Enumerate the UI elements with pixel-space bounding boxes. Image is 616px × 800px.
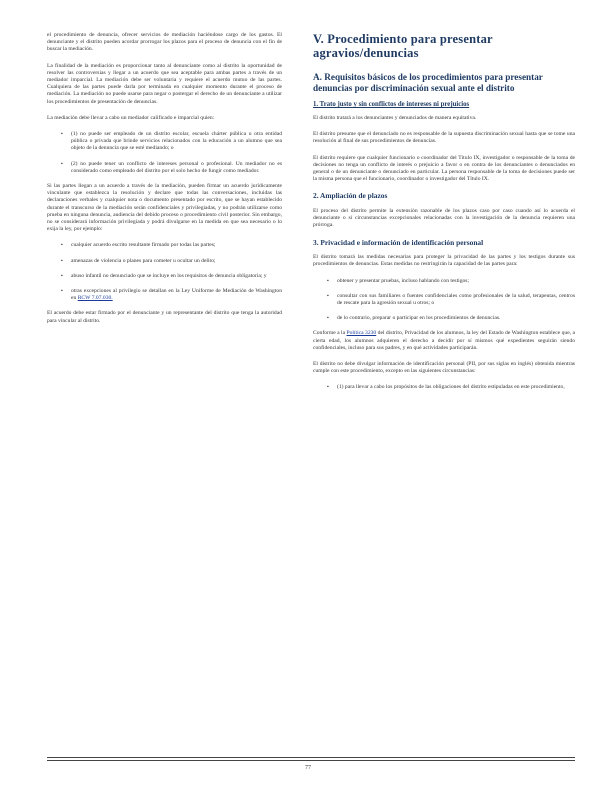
privacy-paragraph: El distrito tomará las medidas necesarias para proteger la privacidad de las partes y los testigos durante sus procedimientos de denuncias. Estas medidas no restringirán la capacidad de las partes para:	[313, 254, 575, 268]
policy-text-pre: Conforme a la	[313, 330, 347, 337]
list-item	[61, 288, 282, 302]
rcw-link[interactable]: RCW 7.07.030.	[77, 295, 113, 302]
subsection-heading-fair-treatment: 1. Trato justo y sin conflictos de intereses ni prejuicios	[313, 101, 470, 108]
bullet-icon: ▪	[61, 243, 63, 249]
bullet-icon: ▪	[327, 293, 329, 299]
list-item-text: (1) no puede ser empleado de un distrito escolar, escuela chárter pública u otra entidad pública o privada que brinde servicios relacionados con la educación a un alumno que sea objeto de la denuncia que se esté mediando; o	[71, 131, 282, 152]
list-item-text: (2) no puede tener un conflicto de intereses personal o profesional. Un mediador no es considerado como empleado del distrito por el solo hecho de fungir como mediador.	[71, 160, 282, 174]
list-item	[327, 278, 575, 285]
mediation-purpose-paragraph: La finalidad de la mediación es proporcionar tanto al denunciante como al distrito la oportunidad de resolver las controversias y llegar a un acuerdo que sea aceptable para ambas partes a través de un mediador imparcial. La mediación debe ser voluntaria y requiere el acuerdo mutuo de las partes. Cualquiera de las partes puede darla por terminada en cualquier momento durante el proceso de mediación. La mediación no puede usarse para negar o postergar el derecho de un denunciante a utilizar los procedimientos de presentación de denuncias.	[47, 62, 282, 105]
conflict-of-interest-paragraph: El distrito requiere que cualquier funcionario o coordinador del Título IX, investigador o responsable de la toma de decisiones no tenga un conflicto de interés o prejuicio a favor o en contra de los denunciantes o denunciados en general o de un denunciante o denunciado en particular. La persona responsable de la toma de decisiones puede ser la misma persona que el funcionario, coordinador o investigador del Título IX.	[313, 154, 575, 183]
list-item	[61, 258, 282, 265]
bullet-icon: ▪	[61, 258, 63, 264]
list-item	[61, 161, 282, 175]
list-item-text: consultar con sus familiares o fuentes confidenciales como profesionales de la salud, terapeutas, centros de rescate para la agresión sexual u otros; o	[337, 292, 575, 307]
list-item-text: de lo contrario, preparar o participar en los procedimientos de denuncias.	[337, 315, 501, 322]
bullet-icon: ▪	[327, 316, 329, 322]
list-item-text: amenazas de violencia o planes para cometer u ocultar un delito;	[71, 257, 216, 264]
subsection-heading-extensions: 2. Ampliación de plazos	[313, 191, 388, 201]
bullet-icon: ▪	[61, 273, 63, 279]
list-item	[327, 315, 575, 322]
subsection-heading: A. Requisitos básicos de los procedimientos para presentar denuncias por discriminación sexual ante el distrito	[313, 72, 543, 93]
policy-paragraph	[313, 330, 575, 352]
bullet-icon: ▪	[327, 385, 329, 391]
presumption-paragraph: El distrito presume que el denunciado no es responsable de la supuesta discriminación sexual hasta que se tome una resolución al final de sus procedimientos de denuncias.	[313, 131, 575, 145]
section-title: V. Procedimiento para presentar agravios/denuncias	[313, 32, 493, 60]
bullet-icon: ▪	[61, 161, 63, 167]
pii-paragraph: El distrito no debe divulgar información de identificación personal (PII, por sus siglas en inglés) obtenida mientras cumple con este procedimiento, excepto en las siguientes circunstancias:	[313, 361, 575, 375]
equitable-treatment-paragraph: El distrito tratará a los denunciantes y denunciados de manera equitativa.	[313, 115, 477, 121]
agreement-signature-paragraph: El acuerdo debe estar firmado por el denunciante y un representante del distrito que tenga la autoridad para vincular al distrito.	[47, 310, 282, 324]
list-item-text: abuso infantil no denunciado que se incluye en los requisitos de denuncia obligatoria; y	[71, 272, 267, 279]
list-item-text: cualquier acuerdo escrito resultante firmado por todas las partes;	[71, 242, 216, 249]
bullet-icon: ▪	[61, 132, 63, 138]
left-column	[47, 32, 282, 334]
list-item-text: obtener y presentar pruebas, incluso hablando con testigos;	[337, 277, 470, 284]
list-item-text: (1) para llevar a cabo los propósitos de las obligaciones del distrito estipuladas en este procedimiento,	[337, 384, 565, 391]
list-item	[61, 242, 282, 249]
list-item	[327, 384, 575, 391]
list-item-text-pre: otras excepciones al privilegio se detallan en la Ley Uniforme de Mediación de Washington en	[71, 288, 282, 302]
list-item	[61, 131, 282, 153]
bullet-icon: ▪	[61, 289, 63, 295]
extensions-paragraph: El proceso del distrito permite la extensión razonable de los plazos caso por caso cuando así lo acuerda el denunciante o si circunstancias excepcionales relacionadas con la investigación de la denuncia requieren una prórroga.	[313, 208, 575, 229]
page-number: 77	[305, 765, 311, 771]
footer-rule	[47, 757, 575, 758]
list-item	[61, 273, 282, 280]
footer-rule	[47, 760, 575, 761]
mediation-intro-paragraph: el procedimiento de denuncia, ofrecer servicios de mediación haciéndose cargo de los gastos. El denunciante y el distrito pueden acordar prorrogar los plazos para el proceso de denuncia con el fin de buscar la mediación.	[47, 32, 282, 53]
bullet-icon: ▪	[327, 278, 329, 284]
policy-3230-link[interactable]: Política 3230	[346, 330, 377, 337]
subsection-heading-privacy: 3. Privacidad e información de identificación personal	[313, 237, 484, 247]
mediator-requirement-paragraph: La mediación debe llevar a cabo un mediador calificado e imparcial quien:	[47, 114, 215, 121]
list-item-text	[71, 288, 282, 302]
right-column	[313, 32, 575, 400]
policy-text-post: del distrito, Privacidad de los alumnos, la ley del Estado de Washington establece que, a cierta edad, los alumnos adquieren el derecho a decidir por sí mismos qué expedientes seguirán siendo confidenciales, incluso para sus padres, y en qué actividades participarán.	[313, 330, 575, 351]
list-item	[327, 293, 575, 307]
mediation-agreement-paragraph: Si las partes llegan a un acuerdo a través de la mediación, pueden firmar un acuerdo jurídicamente vinculante que establezca la resolución y declare que todas las conversaciones, incluidas las declaraciones verbales y cualquier nota o documento presentado por escrito, que se hayan establecido durante el transcurso de la mediación serán confidenciales y privilegiadas, y no podrán utilizarse como prueba en ninguna denuncia, audiencia del debido proceso o procedimiento civil posterior. Sin embargo, no se considerará información privilegiada y podrá divulgarse en la medida en que sea necesario o lo exija la ley, por ejemplo:	[47, 183, 282, 233]
